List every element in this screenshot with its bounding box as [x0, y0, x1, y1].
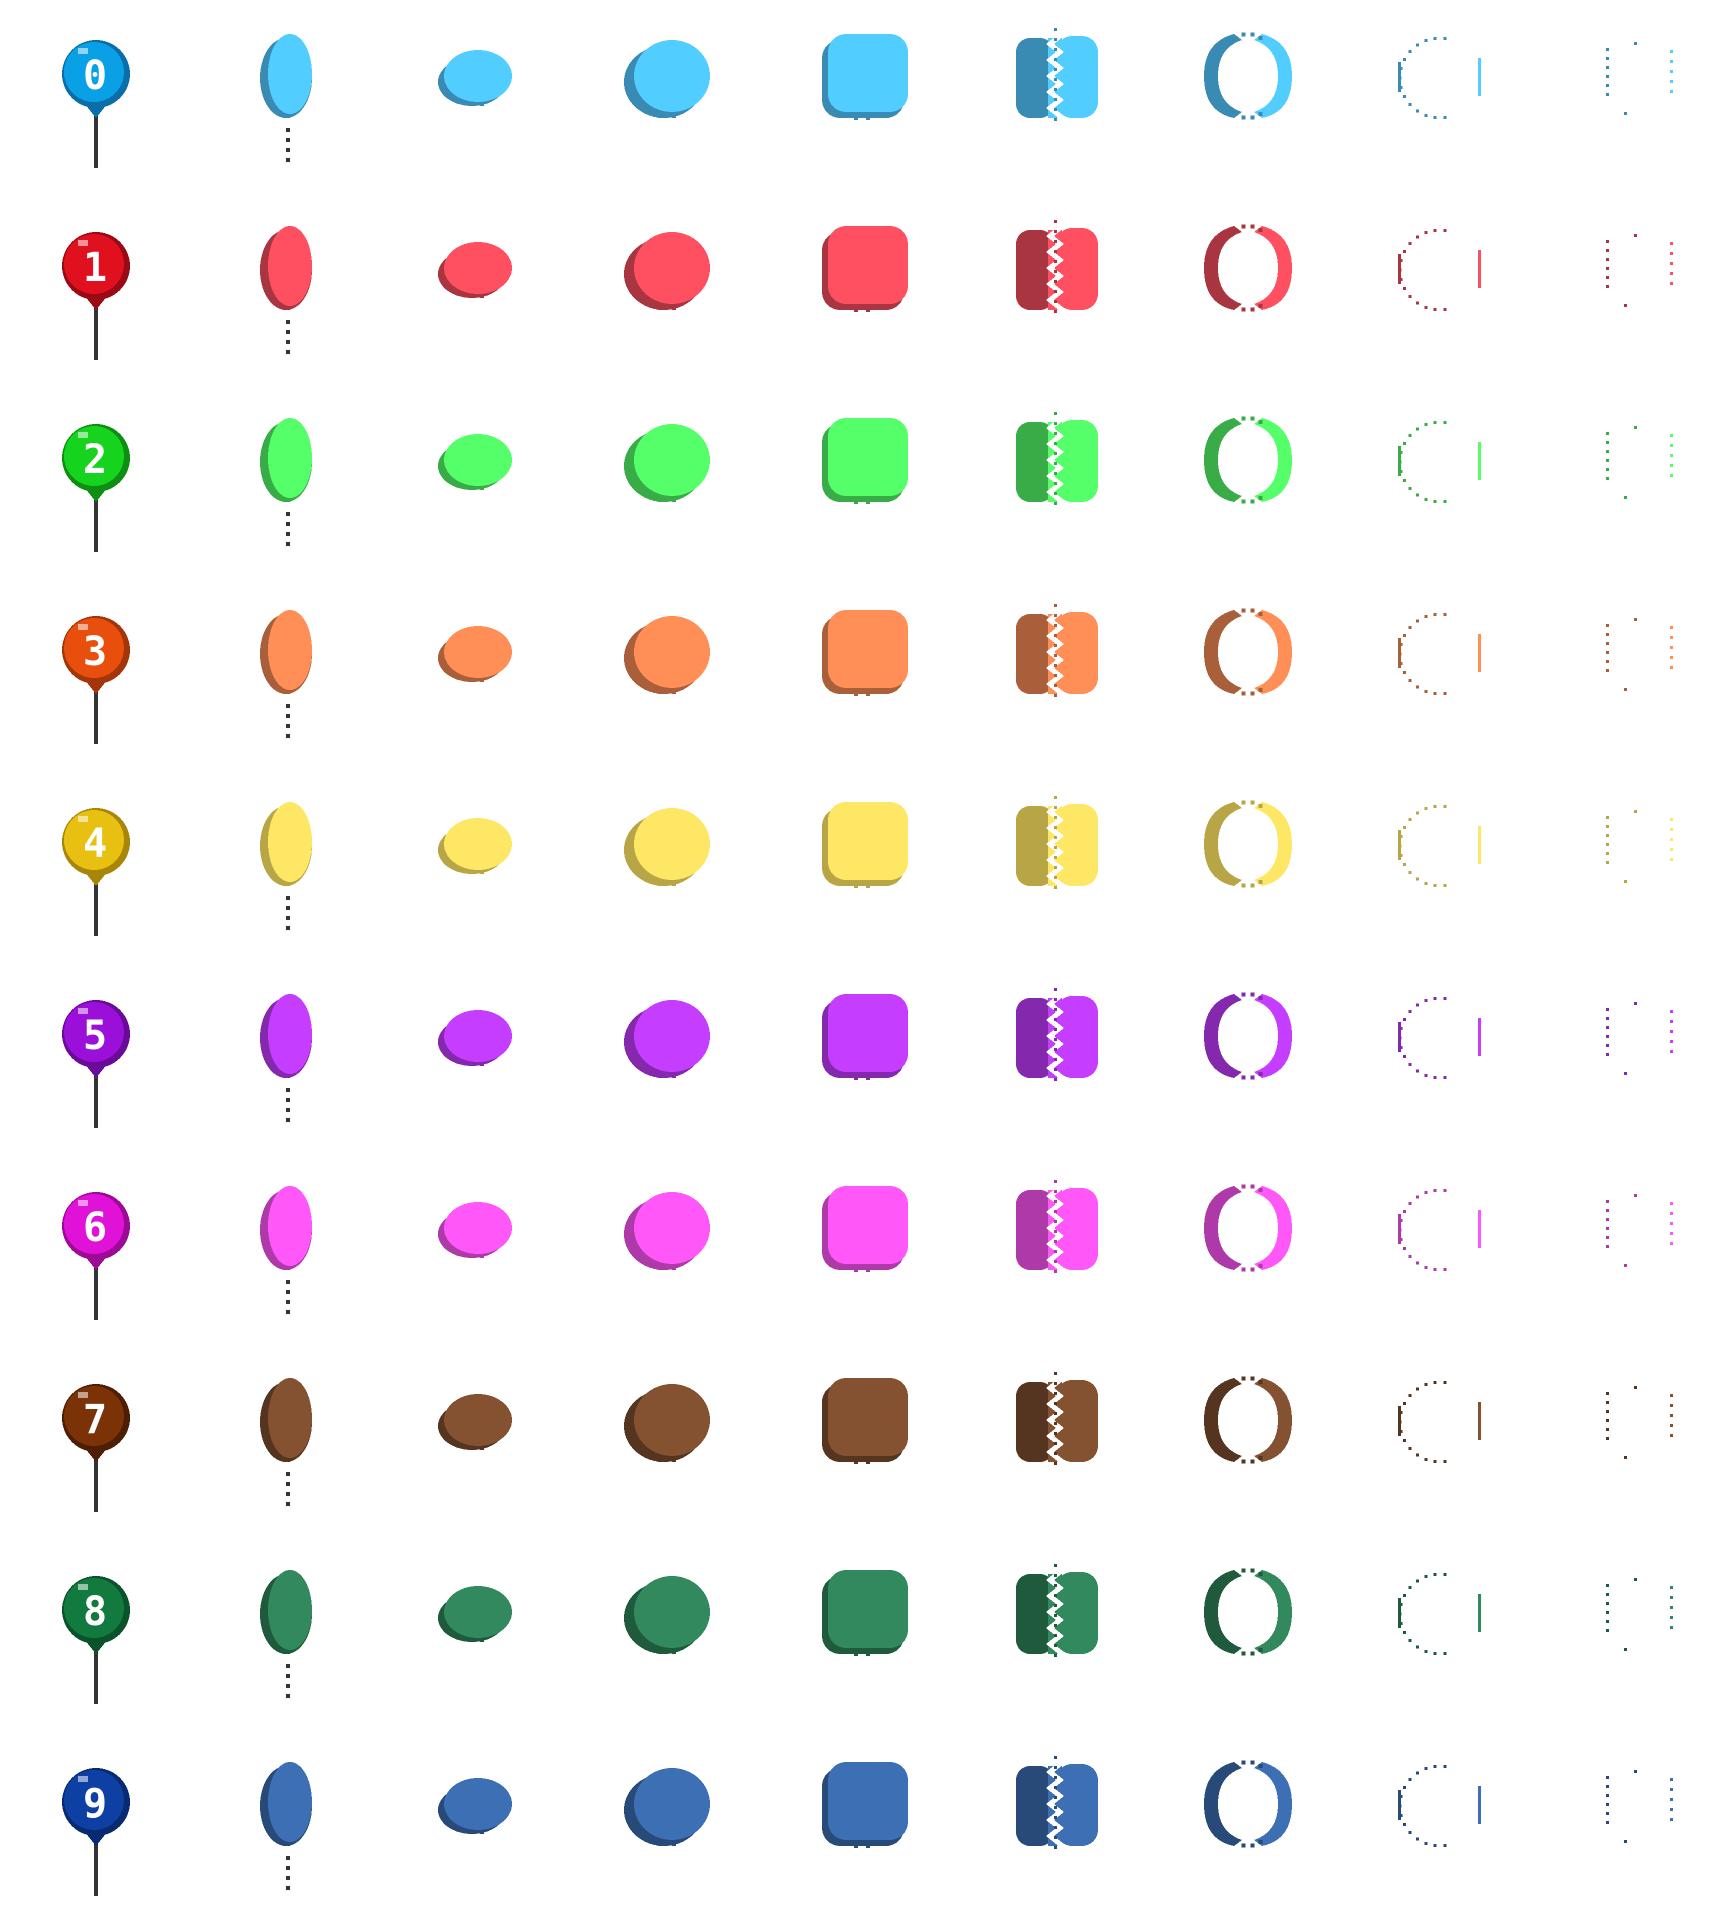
balloon-sprite-icon [1536, 768, 1728, 960]
balloon-number: 8 [82, 1589, 108, 1635]
balloon-frame-idle [0, 0, 192, 192]
balloon-frame-full [768, 960, 960, 1152]
balloon-frame-fade [1344, 1728, 1536, 1920]
balloon-frame-idle [0, 576, 192, 768]
balloon-sprite-icon [768, 768, 960, 960]
balloon-frame-crack [960, 1728, 1152, 1920]
balloon-frame-vanish [1536, 1344, 1728, 1536]
balloon-sprite-icon [1536, 1728, 1728, 1920]
balloon-frame-fade [1344, 1344, 1536, 1536]
balloon-sprite-icon [960, 1344, 1152, 1536]
balloon-sprite-icon [768, 1344, 960, 1536]
balloon-sprite-icon [192, 1536, 384, 1728]
balloon-sprite-icon [768, 576, 960, 768]
balloon-sprite-icon [0, 1728, 192, 1920]
balloon-frame-ring [1152, 1152, 1344, 1344]
balloon-sprite-icon [1344, 768, 1536, 960]
balloon-sprite-icon [576, 1152, 768, 1344]
balloon-frame-squash [384, 0, 576, 192]
balloon-sprite-icon [1344, 960, 1536, 1152]
balloon-sprite-icon [576, 576, 768, 768]
balloon-frame-fade [1344, 384, 1536, 576]
balloon-frame-ring [1152, 192, 1344, 384]
balloon-frame-full [768, 1152, 960, 1344]
balloon-sprite-icon [576, 192, 768, 384]
balloon-row-4 [0, 768, 1728, 960]
balloon-sprite-icon [0, 192, 192, 384]
balloon-frame-inflate [576, 384, 768, 576]
balloon-sprite-icon [960, 1536, 1152, 1728]
balloon-frame-squash [384, 768, 576, 960]
balloon-sprite-icon [0, 768, 192, 960]
balloon-frame-ring [1152, 1536, 1344, 1728]
balloon-sprite-icon [384, 1536, 576, 1728]
balloon-frame-stretch [192, 768, 384, 960]
balloon-number: 1 [82, 245, 108, 291]
balloon-frame-fade [1344, 192, 1536, 384]
balloon-sprite-icon [1344, 1152, 1536, 1344]
balloon-frame-idle [0, 1728, 192, 1920]
balloon-frame-vanish [1536, 1728, 1728, 1920]
balloon-frame-inflate [576, 1152, 768, 1344]
balloon-sprite-icon [1152, 0, 1344, 192]
balloon-sprite-icon [576, 1536, 768, 1728]
balloon-sprite-icon [1152, 1344, 1344, 1536]
balloon-sprite-icon [192, 1152, 384, 1344]
balloon-sprite-icon [192, 0, 384, 192]
balloon-sprite-icon [960, 0, 1152, 192]
balloon-frame-full [768, 192, 960, 384]
balloon-sprite-icon [1536, 1152, 1728, 1344]
balloon-sprite-icon [1344, 384, 1536, 576]
balloon-frame-ring [1152, 1344, 1344, 1536]
balloon-sprite-icon [1152, 960, 1344, 1152]
balloon-sprite-icon [0, 576, 192, 768]
balloon-row-6 [0, 1152, 1728, 1344]
balloon-frame-ring [1152, 0, 1344, 192]
balloon-sprite-icon [960, 1728, 1152, 1920]
balloon-frame-squash [384, 1344, 576, 1536]
balloon-frame-squash [384, 960, 576, 1152]
balloon-sprite-icon [576, 768, 768, 960]
balloon-number: 6 [82, 1205, 108, 1251]
balloon-frame-idle [0, 960, 192, 1152]
balloon-row-9 [0, 1728, 1728, 1920]
balloon-sprite-icon [1152, 384, 1344, 576]
balloon-sprite-icon [768, 384, 960, 576]
balloon-frame-stretch [192, 0, 384, 192]
balloon-sprite-icon [960, 1152, 1152, 1344]
balloon-sprite-icon [768, 960, 960, 1152]
balloon-sprite-icon [384, 0, 576, 192]
balloon-frame-stretch [192, 1536, 384, 1728]
balloon-frame-inflate [576, 576, 768, 768]
balloon-frame-fade [1344, 0, 1536, 192]
balloon-frame-vanish [1536, 1152, 1728, 1344]
balloon-frame-crack [960, 0, 1152, 192]
balloon-row-2 [0, 384, 1728, 576]
balloon-frame-fade [1344, 960, 1536, 1152]
balloon-number: 7 [82, 1397, 108, 1443]
balloon-sprite-icon [0, 1344, 192, 1536]
balloon-frame-full [768, 0, 960, 192]
balloon-frame-inflate [576, 1536, 768, 1728]
balloon-sprite-icon [768, 192, 960, 384]
balloon-row-1 [0, 192, 1728, 384]
balloon-frame-vanish [1536, 192, 1728, 384]
balloon-frame-squash [384, 1728, 576, 1920]
balloon-sprite-icon [1344, 0, 1536, 192]
balloon-frame-vanish [1536, 1536, 1728, 1728]
balloon-frame-crack [960, 576, 1152, 768]
balloon-sprite-icon [384, 576, 576, 768]
balloon-sprite-icon [0, 0, 192, 192]
balloon-row-3 [0, 576, 1728, 768]
balloon-sprite-icon [192, 960, 384, 1152]
balloon-sprite-icon [1152, 576, 1344, 768]
balloon-frame-stretch [192, 192, 384, 384]
balloon-sprite-icon [1152, 1152, 1344, 1344]
balloon-frame-inflate [576, 1728, 768, 1920]
balloon-sprite-icon [384, 960, 576, 1152]
balloon-frame-squash [384, 576, 576, 768]
balloon-frame-ring [1152, 384, 1344, 576]
balloon-sprite-icon [1344, 192, 1536, 384]
balloon-frame-inflate [576, 192, 768, 384]
balloon-frame-vanish [1536, 960, 1728, 1152]
balloon-sprite-icon [0, 960, 192, 1152]
balloon-frame-full [768, 576, 960, 768]
balloon-sprite-icon [576, 384, 768, 576]
balloon-sprite-icon [768, 0, 960, 192]
balloon-frame-crack [960, 960, 1152, 1152]
balloon-sprite-icon [384, 1152, 576, 1344]
balloon-sprite-icon [960, 576, 1152, 768]
balloon-sprite-icon [1152, 1536, 1344, 1728]
balloon-frame-ring [1152, 768, 1344, 960]
balloon-sprite-icon [1536, 576, 1728, 768]
balloon-sprite-icon [0, 1152, 192, 1344]
balloon-frame-vanish [1536, 576, 1728, 768]
balloon-frame-crack [960, 768, 1152, 960]
balloon-number: 4 [82, 821, 108, 867]
balloon-sprite-icon [1344, 1728, 1536, 1920]
balloon-number: 9 [82, 1781, 108, 1827]
balloon-frame-full [768, 1536, 960, 1728]
balloon-frame-idle [0, 384, 192, 576]
balloon-frame-crack [960, 192, 1152, 384]
balloon-number: 2 [82, 437, 108, 483]
balloon-frame-idle [0, 192, 192, 384]
balloon-sprite-icon [192, 192, 384, 384]
balloon-frame-fade [1344, 576, 1536, 768]
balloon-sprite-icon [1536, 960, 1728, 1152]
balloon-frame-stretch [192, 1152, 384, 1344]
balloon-sprite-icon [384, 768, 576, 960]
balloon-row-5 [0, 960, 1728, 1152]
balloon-sprite-icon [960, 384, 1152, 576]
balloon-frame-squash [384, 1152, 576, 1344]
balloon-sprite-icon [960, 768, 1152, 960]
balloon-sprite-icon [576, 1728, 768, 1920]
balloon-frame-inflate [576, 768, 768, 960]
balloon-row-0 [0, 0, 1728, 192]
balloon-frame-stretch [192, 576, 384, 768]
balloon-sprite-icon [0, 1536, 192, 1728]
balloon-frame-crack [960, 1344, 1152, 1536]
balloon-frame-squash [384, 192, 576, 384]
balloon-sprite-icon [1152, 1728, 1344, 1920]
balloon-sprite-icon [192, 1344, 384, 1536]
balloon-number: 5 [82, 1013, 108, 1059]
balloon-sprite-icon [384, 1344, 576, 1536]
balloon-sprite-icon [384, 192, 576, 384]
balloon-sprite-icon [960, 192, 1152, 384]
balloon-sprite-icon [1536, 192, 1728, 384]
balloon-frame-full [768, 384, 960, 576]
balloon-frame-ring [1152, 1728, 1344, 1920]
balloon-frame-inflate [576, 0, 768, 192]
balloon-frame-squash [384, 1536, 576, 1728]
balloon-frame-stretch [192, 1728, 384, 1920]
balloon-frame-full [768, 1728, 960, 1920]
balloon-frame-vanish [1536, 768, 1728, 960]
balloon-sprite-icon [192, 768, 384, 960]
balloon-frame-idle [0, 1536, 192, 1728]
balloon-sprite-icon [1536, 1536, 1728, 1728]
balloon-sprite-icon [0, 384, 192, 576]
balloon-frame-stretch [192, 1344, 384, 1536]
balloon-frame-stretch [192, 384, 384, 576]
balloon-sprite-icon [1344, 576, 1536, 768]
balloon-frame-crack [960, 1152, 1152, 1344]
balloon-frame-idle [0, 1152, 192, 1344]
balloon-sprite-icon [1536, 384, 1728, 576]
balloon-sprite-icon [576, 0, 768, 192]
balloon-frame-inflate [576, 960, 768, 1152]
balloon-frame-crack [960, 1536, 1152, 1728]
balloon-sprite-icon [384, 384, 576, 576]
balloon-frame-ring [1152, 576, 1344, 768]
balloon-number: 3 [82, 629, 108, 675]
balloon-sprite-icon [1536, 1344, 1728, 1536]
balloon-sprite-icon [192, 576, 384, 768]
balloon-sprite-icon [1152, 768, 1344, 960]
balloon-sprite-icon [1344, 1536, 1536, 1728]
balloon-frame-vanish [1536, 0, 1728, 192]
balloon-frame-fade [1344, 768, 1536, 960]
balloon-frame-full [768, 1344, 960, 1536]
balloon-sprite-icon [1344, 1344, 1536, 1536]
balloon-frame-inflate [576, 1344, 768, 1536]
balloon-sprite-icon [576, 1344, 768, 1536]
balloon-frame-idle [0, 1344, 192, 1536]
balloon-sprite-icon [192, 384, 384, 576]
balloon-sprite-icon [1536, 0, 1728, 192]
balloon-sprite-icon [768, 1152, 960, 1344]
balloon-sprite-icon [192, 1728, 384, 1920]
balloon-frame-vanish [1536, 384, 1728, 576]
balloon-row-7 [0, 1344, 1728, 1536]
balloon-number: 0 [82, 53, 108, 99]
balloon-sprite-icon [384, 1728, 576, 1920]
balloon-sprite-icon [1152, 192, 1344, 384]
balloon-row-8 [0, 1536, 1728, 1728]
balloon-frame-full [768, 768, 960, 960]
balloon-frame-squash [384, 384, 576, 576]
balloon-sprite-icon [576, 960, 768, 1152]
balloon-frame-ring [1152, 960, 1344, 1152]
balloon-frame-stretch [192, 960, 384, 1152]
balloon-frame-fade [1344, 1536, 1536, 1728]
balloon-sprite-icon [960, 960, 1152, 1152]
balloon-frame-crack [960, 384, 1152, 576]
balloon-frame-idle [0, 768, 192, 960]
balloon-frame-fade [1344, 1152, 1536, 1344]
balloon-sprite-icon [768, 1728, 960, 1920]
balloon-sprite-icon [768, 1536, 960, 1728]
